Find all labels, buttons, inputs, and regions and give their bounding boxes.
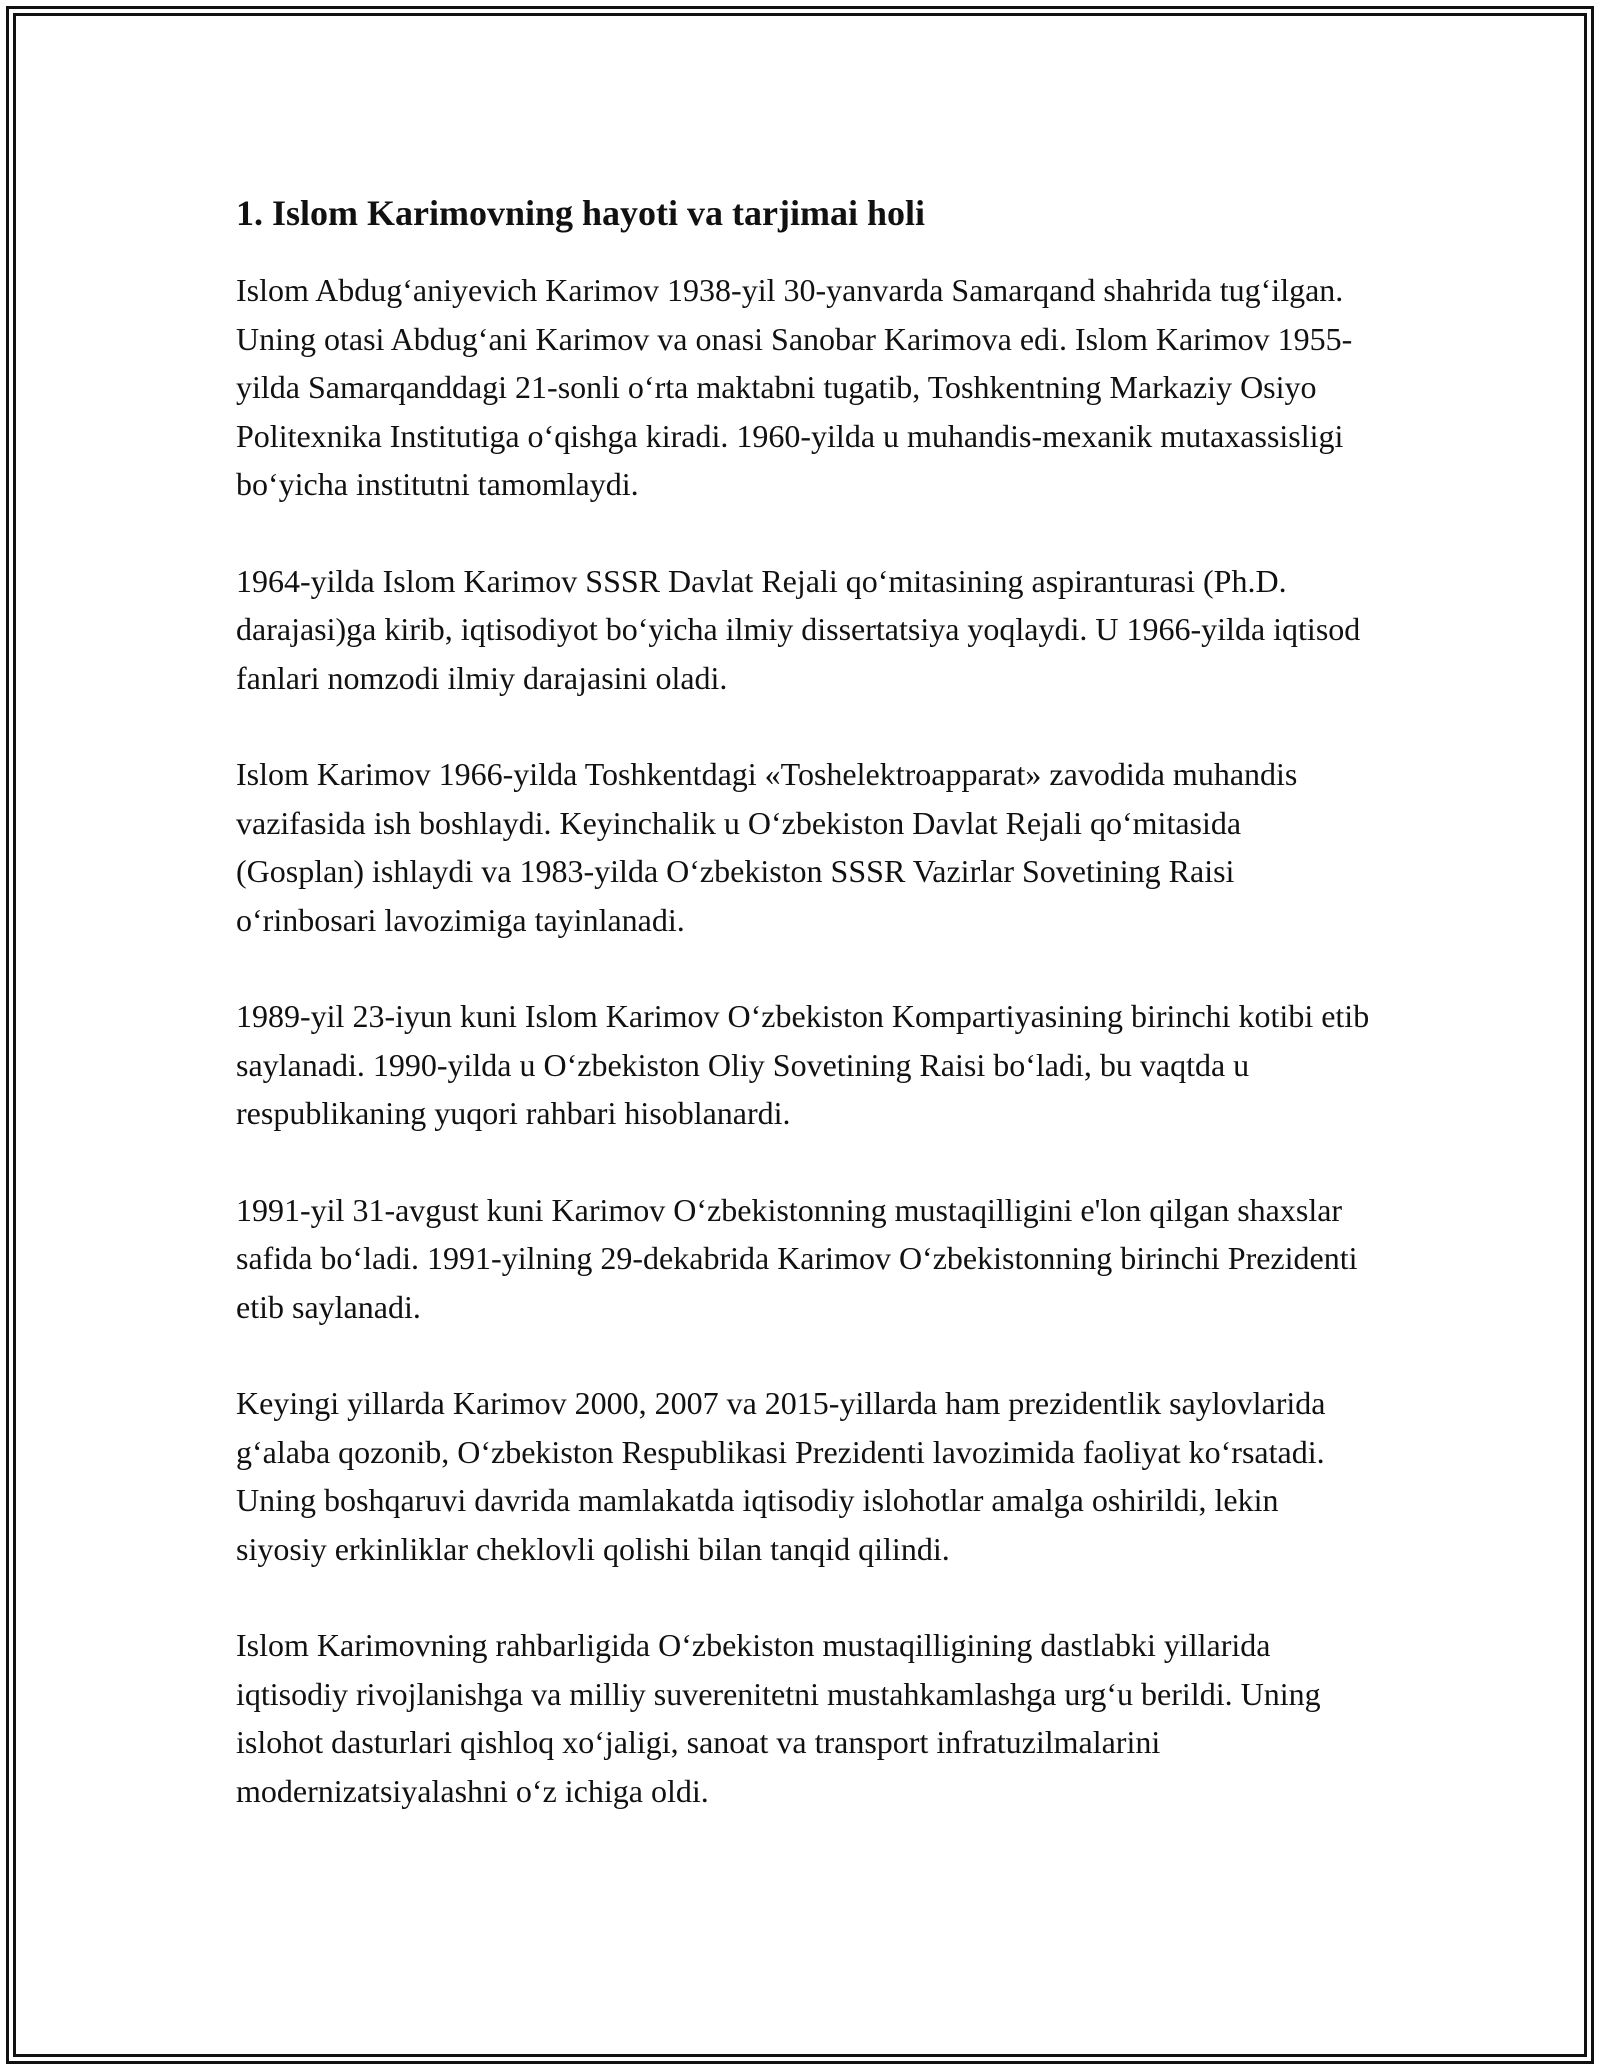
paragraph-postgraduate: 1964-yilda Islom Karimov SSSR Davlat Rejali qo‘mitasining aspiranturasi (Ph.D. darajasi)ga kirib, iqtisodiyot bo‘yicha ilmiy dissertatsiya yoqlaydi. U 1966-yilda iqtisod fanlari nomzodi ilmiy darajasini oladi. [236, 562, 1361, 696]
paragraph-birth-education: Islom Abdug‘aniyevich Karimov 1938-yil 30-yanvarda Samarqand shahrida tug‘ilgan. Uning otasi Abdug‘ani Karimov va onasi Sanobar Karimova edi. Islom Karimov 1955-yilda Samarqanddagi 21-sonli o‘rta maktabni tugatib, Toshkentning Markaziy Osiyo Politexnika Institutiga o‘qishga kiradi. 1960-yilda u muhandis-mexanik mutaxassisligi bo‘yicha institutni tamomlaydi. [236, 272, 1353, 502]
paragraph-reforms: Islom Karimovning rahbarligida O‘zbekiston mustaqilligining dastlabki yillarida iqtisodiy rivojlanishga va milliy suverenitetni mustahkamlashga urg‘u berildi. Uning islohot dasturlari qishloq xo‘jaligi, sanoat va transport infratuzilmalarini modernizatsiyalashni o‘z ichiga oldi. [236, 1627, 1321, 1809]
document-page [236, 188, 1376, 1863]
paragraph-presidency: Keyingi yillarda Karimov 2000, 2007 va 2015-yillarda ham prezidentlik saylovlarida g‘alaba qozonib, O‘zbekiston Respublikasi Prezidenti lavozimida faoliyat ko‘rsatadi. Uning boshqaruvi davrida mamlakatda iqtisodiy islohotlar amalga oshirildi, lekin siyosiy erkinliklar cheklovli qolishi bilan tanqid qilindi. [236, 1385, 1326, 1567]
paragraph-early-career: Islom Karimov 1966-yilda Toshkentdagi «Toshelektroapparat» zavodida muhandis vazifasida ish boshlaydi. Keyinchalik u O‘zbekiston Davlat Rejali qo‘mitasida (Gosplan) ishlaydi va 1983-yilda O‘zbekiston SSSR Vazirlar Sovetining Raisi o‘rinbosari lavozimiga tayinlanadi. [236, 756, 1298, 938]
paragraph-party-leader: 1989-yil 23-iyun kuni Islom Karimov O‘zbekiston Kompartiyasining birinchi kotibi etib saylanadi. 1990-yilda u O‘zbekiston Oliy Sovetining Raisi bo‘ladi, bu vaqtda u respublikaning yuqori rahbari hisoblanardi. [236, 998, 1370, 1131]
paragraph-independence: 1991-yil 31-avgust kuni Karimov O‘zbekistonning mustaqilligini e'lon qilgan shaxslar safida bo‘ladi. 1991-yilning 29-dekabrida Karimov O‘zbekistonning birinchi Prezidenti etib saylanadi. [236, 1191, 1358, 1325]
document-title: 1. Islom Karimovning hayoti va tarjimai holi [236, 193, 926, 233]
